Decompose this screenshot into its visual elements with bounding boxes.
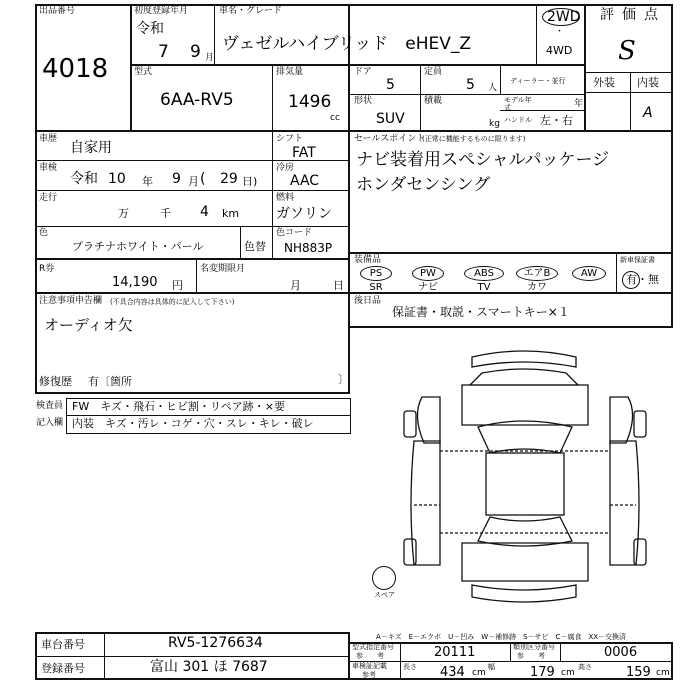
exterior-label: 外装 xyxy=(593,76,615,89)
handle-value: 左・右 xyxy=(540,114,573,127)
divider xyxy=(350,94,586,95)
divider xyxy=(196,260,197,294)
sales-point-line1: ナビ装着用スペシャルパッケージ xyxy=(356,150,610,170)
color-change-label: 色替 xyxy=(244,240,266,253)
equip-ps: PS xyxy=(369,268,383,279)
fuel-label: 燃料 xyxy=(276,193,295,203)
inspector-row1: FW キズ・飛石・ヒビ割・リペア跡・×要 xyxy=(72,400,285,413)
divider xyxy=(66,415,351,416)
color-code: NH883P xyxy=(284,241,333,255)
divider xyxy=(272,132,273,260)
first-reg-era: 令和 xyxy=(136,21,164,37)
first-reg-year: 7 xyxy=(158,42,169,62)
color-label: 色 xyxy=(39,228,49,238)
history-label: 車歴 xyxy=(39,134,58,144)
width-label: 幅 xyxy=(488,663,495,671)
type-number-value: 20111 xyxy=(434,645,476,660)
inspection-label: 車検 xyxy=(39,163,58,173)
load-unit: kg xyxy=(489,119,500,129)
first-reg-month: 9 xyxy=(190,42,201,62)
divider xyxy=(586,92,673,93)
rating-label: 評価点 xyxy=(600,7,666,23)
length-label: 長さ xyxy=(403,663,417,671)
displacement-value: 1496 xyxy=(288,92,332,112)
shift-label: シフト xyxy=(276,134,304,144)
car-damage-diagram xyxy=(400,345,650,615)
model-year-unit: 年 xyxy=(574,99,584,109)
length-value: 434 xyxy=(440,665,465,680)
front-grille-shape xyxy=(470,369,578,385)
width-value: 179 xyxy=(530,665,555,680)
body-type-value: SUV xyxy=(376,111,405,127)
divider xyxy=(630,72,631,132)
recycle-value: 14,190 xyxy=(112,275,158,290)
inspection-year-unit: 年 xyxy=(142,175,153,188)
notes-box xyxy=(35,294,350,394)
car-name-label: 車名・グレード xyxy=(219,6,283,16)
inspection-day-close: 日) xyxy=(242,175,258,188)
doors-label: ドア xyxy=(354,67,372,77)
repair-close: 〕 xyxy=(338,373,349,386)
inspection-month: 9 xyxy=(172,171,181,187)
divider xyxy=(35,656,350,657)
interior-value: A xyxy=(643,105,653,121)
interior-label: 内装 xyxy=(637,76,659,89)
height-unit: cm xyxy=(656,668,670,678)
aircon-value: AAC xyxy=(290,173,320,189)
damage-legend: A－キズ E－エクボ U－凹み W－補修跡 S－サビ C－腐食 XX－交換済 xyxy=(376,633,627,641)
inspection-day-open: ( xyxy=(200,171,206,187)
sales-point-sub: (正常に機能するものに限ります) xyxy=(422,135,526,143)
windshield-shape xyxy=(478,421,572,453)
fuel-value: ガソリン xyxy=(276,206,332,222)
displacement-label: 排気量 xyxy=(276,67,304,77)
divider xyxy=(272,64,273,132)
drive-2wd: 2WD xyxy=(547,9,581,25)
hood-shape xyxy=(462,385,588,425)
sales-point-label: セールスポイント xyxy=(354,134,426,144)
right-side-shape xyxy=(610,441,639,565)
color-value: プラチナホワイト・パール xyxy=(72,240,204,253)
equip-tv: TV xyxy=(477,282,491,293)
mileage-sen: 千 xyxy=(160,207,171,220)
recycle-unit: 円 xyxy=(172,279,183,292)
divider xyxy=(400,642,401,680)
inspector-label2: 記入欄 xyxy=(36,418,64,428)
equip-abs: ABS xyxy=(474,268,494,279)
history-value: 自家用 xyxy=(70,140,112,156)
repair-label: 修復歴 xyxy=(39,375,72,388)
handle-label: ハンドル xyxy=(504,116,532,124)
divider xyxy=(536,4,537,64)
accessories-label: 後日品 xyxy=(354,296,382,306)
left-fender-shape xyxy=(417,397,440,443)
model-year-label: モデル年式 xyxy=(504,96,532,112)
class-number-label: 類別区分番号 xyxy=(513,643,555,651)
inspection-year: 10 xyxy=(108,171,126,187)
front-bumper-shape xyxy=(472,351,576,367)
dims-sub: 参考 xyxy=(362,671,376,679)
inspector-row2: 内装 キズ・汚レ・コゲ・穴・スレ・キレ・破レ xyxy=(72,417,314,430)
capacity-unit: 人 xyxy=(488,83,498,93)
meisho-day: 日 xyxy=(333,279,344,292)
divider xyxy=(35,226,350,227)
first-reg-month-unit: 月 xyxy=(205,53,215,63)
rating-value: S xyxy=(618,36,636,66)
divider xyxy=(420,94,421,132)
inspection-month-unit: 月 xyxy=(188,175,199,188)
class-number-sub: 参 考 xyxy=(517,652,545,660)
chassis-value: RV5-1276634 xyxy=(168,635,263,651)
aircon-label: 冷房 xyxy=(276,163,295,173)
capacity-label: 定員 xyxy=(424,67,443,77)
length-unit: cm xyxy=(472,668,486,678)
notes-value: オーディオ欠 xyxy=(44,316,133,334)
type-number-sub: 参 考 xyxy=(356,652,384,660)
repair-value: 有〔箇所 xyxy=(88,375,132,388)
right-fender-shape xyxy=(610,397,633,443)
equip-leather: カワ xyxy=(527,282,547,293)
registration-value: 富山 301 ほ 7687 xyxy=(150,659,268,675)
doors-value: 5 xyxy=(386,77,395,93)
car-name: ヴェゼルハイブリッド eHEV_Z xyxy=(222,34,472,54)
drive-dot: ・ xyxy=(555,27,565,37)
warranty-book-label: 新車保証書 xyxy=(620,256,655,264)
drive-4wd: 4WD xyxy=(546,44,573,57)
inspection-day: 29 xyxy=(220,171,238,187)
equip-aw: AW xyxy=(580,268,598,279)
shift-value: FAT xyxy=(292,145,316,161)
divider xyxy=(560,642,561,661)
recycle-label: R券 xyxy=(39,264,55,274)
meisho-month: 月 xyxy=(290,279,301,292)
mileage-man: 万 xyxy=(118,207,129,220)
dims-label: 車検証記載 xyxy=(352,662,387,670)
mileage-value: 4 xyxy=(200,204,209,220)
divider xyxy=(510,642,511,661)
rear-window-shape xyxy=(478,517,572,546)
divider xyxy=(130,64,586,66)
model-value: 6AA-RV5 xyxy=(160,90,234,110)
recycle-box xyxy=(35,260,350,294)
chassis-label: 車台番号 xyxy=(41,638,85,651)
divider xyxy=(104,632,105,680)
width-unit: cm xyxy=(561,668,575,678)
type-number-label: 型式指定番号 xyxy=(352,643,394,651)
first-reg-label: 初度登録年月 xyxy=(134,6,189,16)
equip-sr: SR xyxy=(369,282,383,293)
divider xyxy=(350,661,673,662)
mileage-label: 走行 xyxy=(39,193,58,203)
model-label: 型式 xyxy=(134,67,153,77)
inspector-label1: 検査員 xyxy=(36,401,64,411)
spare-tire-icon xyxy=(372,566,396,590)
equipment-label: 装備品 xyxy=(354,255,382,265)
notes-sub: (不具合内容は具体的に記入して下さい) xyxy=(110,298,235,306)
spare-label: スペア xyxy=(374,591,395,599)
load-label: 積載 xyxy=(424,96,443,106)
divider xyxy=(214,4,215,64)
equip-navi: ナビ xyxy=(418,282,438,293)
sales-point-line2: ホンダセンシング xyxy=(356,175,491,195)
capacity-value: 5 xyxy=(466,77,475,93)
roof-shape xyxy=(486,453,564,515)
divider xyxy=(35,190,350,191)
equip-pw: PW xyxy=(420,268,436,279)
divider xyxy=(240,226,241,260)
body-type-label: 形状 xyxy=(354,96,373,106)
class-number-value: 0006 xyxy=(604,645,638,660)
rear-bumper-shape xyxy=(472,585,576,602)
lot-label: 出品番号 xyxy=(39,6,76,16)
height-label: 高さ xyxy=(578,663,592,671)
displacement-unit: cc xyxy=(330,113,340,123)
meisho-label: 名変期限月 xyxy=(200,264,246,274)
lot-number: 4018 xyxy=(42,54,109,84)
notes-label: 注意事項申告欄 xyxy=(39,296,103,306)
color-code-label: 色コード xyxy=(276,228,313,238)
dealer-label: ディーラー・並行 xyxy=(510,77,566,85)
warranty-book-value: 有・無 xyxy=(626,273,659,286)
mileage-unit: km xyxy=(222,207,240,220)
height-value: 159 xyxy=(626,665,651,680)
inspection-era: 令和 xyxy=(70,171,98,187)
divider xyxy=(586,72,673,73)
divider xyxy=(500,64,501,94)
divider xyxy=(130,4,132,132)
divider xyxy=(616,254,617,294)
equip-airbag: エアB xyxy=(523,268,551,279)
registration-label: 登録番号 xyxy=(41,662,85,675)
accessories-value: 保証書・取説・スマートキー×１ xyxy=(392,305,570,319)
trunk-shape xyxy=(462,543,588,581)
